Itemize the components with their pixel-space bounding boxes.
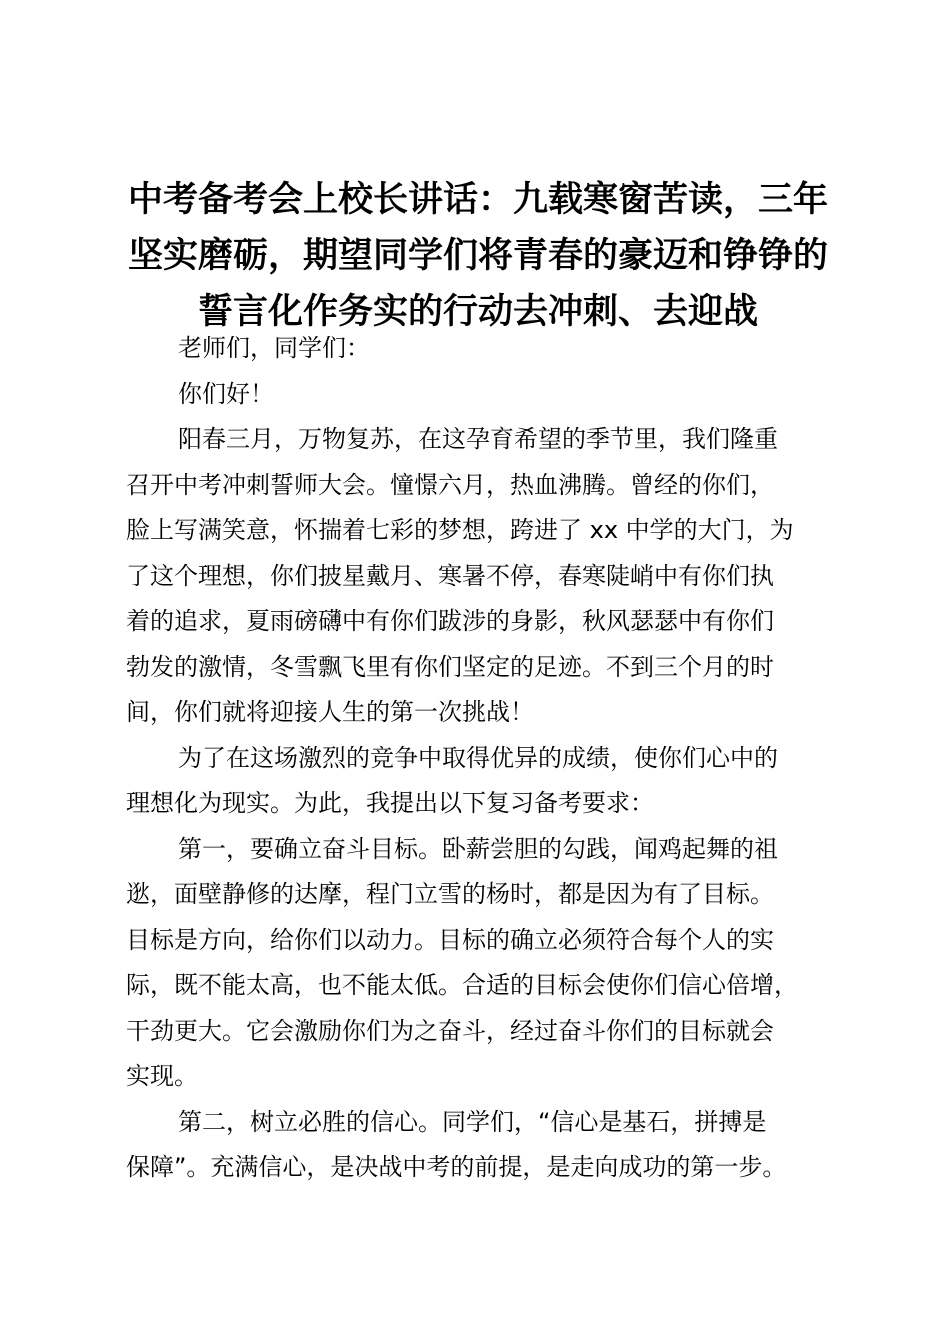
paragraph-first-requirement: [126, 827, 840, 1100]
text-line: 间，你们就将迎接人生的第一次挑战！: [126, 698, 534, 726]
text-line: 你们好！: [178, 379, 274, 408]
text-line: 逖，面壁静修的达摩，程门立雪的杨时，都是因为有了目标。: [126, 880, 774, 908]
text-line: 际，既不能太高，也不能太低。合适的目标会使你们信心倍增，: [126, 971, 798, 999]
text-line: 阳春三月，万物复苏，在这孕育希望的季节里，我们隆重: [178, 425, 778, 453]
title-line: 誓言化作务实的行动去冲刺、去迎战: [197, 292, 758, 332]
text-line: 目标是方向，给你们以动力。目标的确立必须符合每个人的实: [126, 925, 774, 954]
paragraph-salutation: [126, 326, 840, 372]
text-line: 着的追求，夏雨磅礴中有你们跋涉的身影，秋风瑟瑟中有你们: [126, 607, 774, 635]
title-line: 坚实磨砺，期望同学们将青春的豪迈和铮铮的: [127, 236, 828, 276]
text-line: 老师们，同学们：: [178, 334, 370, 362]
paragraph-intro: [126, 417, 840, 736]
text-line: 脸上写满笑意，怀揣着七彩的梦想，跨进了 xx 中学的大门，为: [126, 516, 794, 544]
text-line: 为了在这场激烈的竞争中取得优异的成绩，使你们心中的: [178, 743, 778, 772]
paragraph-greeting: [126, 372, 840, 418]
text-line: 勃发的激情，冬雪飘飞里有你们坚定的足迹。不到三个月的时: [126, 652, 774, 681]
text-line: 召开中考冲刺誓师大会。憧憬六月，热血沸腾。曾经的你们，: [126, 470, 774, 499]
text-line: 第一，要确立奋斗目标。卧薪尝胆的勾践，闻鸡起舞的祖: [178, 834, 778, 863]
text-line: 理想化为现实。为此，我提出以下复习备考要求：: [126, 789, 654, 817]
text-line: 第二，树立必胜的信心。同学们，“信心是基石，拼搏是: [178, 1107, 767, 1136]
title-line: 中考备考会上校长讲话：九载寒窗苦读，三年: [127, 180, 828, 220]
document-body: [126, 326, 840, 1191]
text-line: 干劲更大。它会激励你们为之奋斗，经过奋斗你们的目标就会: [126, 1016, 774, 1045]
text-line: 保障”。充满信心，是决战中考的前提，是走向成功的第一步。: [126, 1153, 787, 1181]
text-line: 了这个理想，你们披星戴月、寒暑不停，春寒陡峭中有你们执: [126, 561, 774, 590]
text-line: 实现。: [126, 1062, 198, 1090]
paragraph-second-requirement: [126, 1100, 840, 1191]
document-title: [120, 172, 836, 340]
paragraph-purpose: [126, 736, 840, 827]
